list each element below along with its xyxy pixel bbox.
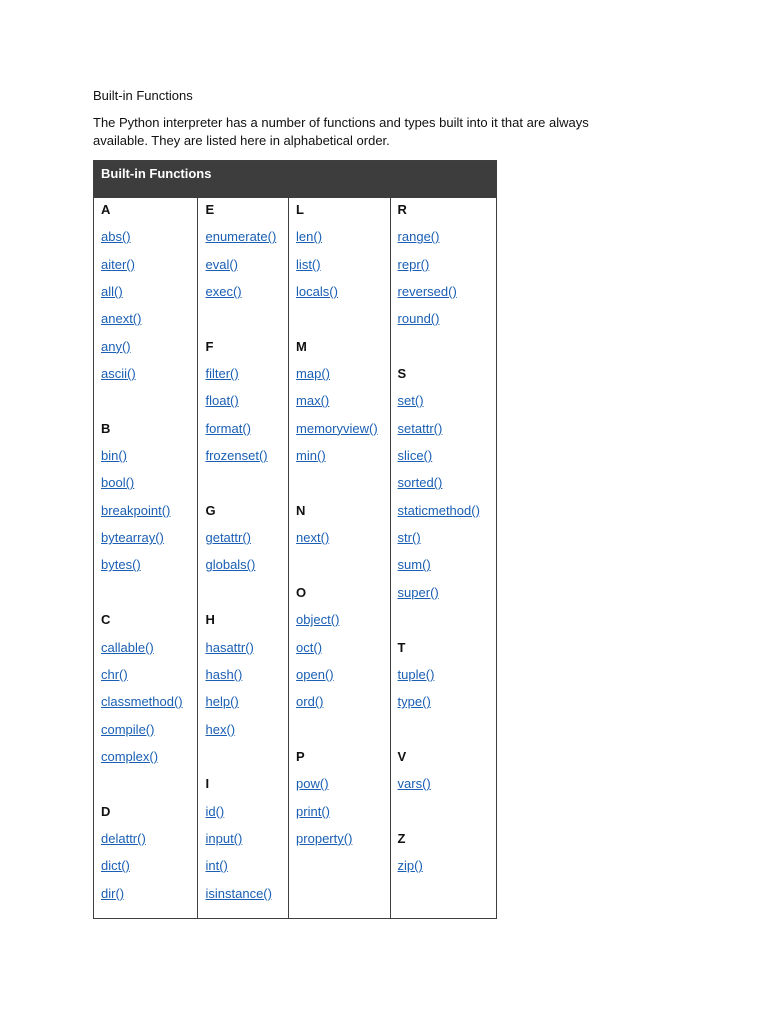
table-column-1: [94, 198, 197, 918]
function-link[interactable]: getattr(): [205, 530, 251, 546]
blank-spacer: [398, 721, 496, 748]
blank-spacer: [398, 803, 496, 830]
function-link[interactable]: float(): [205, 393, 239, 409]
blank-spacer: [205, 474, 288, 501]
function-cell: [296, 803, 390, 830]
function-link[interactable]: dir(): [101, 885, 125, 901]
function-link[interactable]: type(): [397, 694, 431, 710]
function-cell: [101, 693, 197, 720]
function-cell: [296, 830, 390, 857]
function-cell: [296, 447, 390, 474]
function-link[interactable]: callable(): [101, 639, 154, 655]
section-letter: L: [296, 202, 304, 217]
function-link[interactable]: hasattr(): [205, 639, 254, 655]
function-link[interactable]: pow(): [296, 776, 329, 792]
function-cell: [205, 666, 288, 693]
function-cell: [101, 256, 197, 283]
section-letter: P: [296, 748, 305, 764]
function-link[interactable]: bin(): [101, 448, 128, 464]
function-cell: [101, 338, 197, 365]
function-cell: [398, 310, 496, 337]
function-cell: [205, 228, 288, 255]
function-link[interactable]: vars(): [397, 776, 431, 792]
function-cell: [296, 365, 390, 392]
function-cell: [296, 775, 390, 802]
function-link[interactable]: complex(): [101, 748, 159, 764]
function-link[interactable]: zip(): [397, 858, 423, 874]
builtin-functions-table: [93, 160, 497, 919]
function-link[interactable]: eval(): [205, 256, 238, 272]
function-link[interactable]: delattr(): [101, 830, 146, 846]
function-cell: [205, 693, 288, 720]
blank-spacer: [296, 721, 390, 748]
section-letter: F: [205, 338, 214, 354]
blank-spacer: [296, 556, 390, 583]
section-letter: R: [397, 202, 407, 217]
function-cell: [296, 392, 390, 419]
blank-spacer: [205, 310, 288, 337]
function-cell: [398, 283, 496, 310]
blank-spacer: [398, 611, 496, 638]
function-cell: [398, 392, 496, 419]
function-link[interactable]: id(): [205, 803, 225, 819]
function-link[interactable]: range(): [397, 229, 440, 245]
table-column-4: [390, 198, 496, 918]
function-link[interactable]: property(): [296, 830, 353, 846]
document-title: Built-in Functions: [93, 88, 193, 103]
function-cell: [398, 584, 496, 611]
blank-spacer: [205, 748, 288, 775]
function-cell: [101, 474, 197, 501]
function-link[interactable]: locals(): [296, 284, 338, 300]
function-link[interactable]: str(): [397, 530, 421, 546]
blank-spacer: [101, 584, 197, 611]
blank-spacer: [398, 338, 496, 365]
function-link[interactable]: max(): [296, 393, 330, 409]
function-link[interactable]: hex(): [205, 721, 236, 737]
function-link[interactable]: globals(): [205, 557, 256, 573]
function-link[interactable]: open(): [296, 666, 334, 682]
function-cell: [398, 529, 496, 556]
section-letter: E: [205, 202, 215, 217]
function-cell: [398, 474, 496, 501]
function-link[interactable]: len(): [296, 229, 323, 245]
function-link[interactable]: oct(): [296, 639, 323, 655]
function-cell: [101, 502, 197, 529]
function-link[interactable]: ord(): [296, 694, 324, 710]
function-cell: [205, 885, 288, 912]
function-link[interactable]: tuple(): [397, 666, 435, 682]
function-link[interactable]: setattr(): [397, 420, 443, 436]
function-cell: [101, 365, 197, 392]
function-cell: [101, 748, 197, 775]
table-header: Built-in Functions: [94, 161, 496, 198]
function-cell: [101, 666, 197, 693]
function-link[interactable]: dict(): [101, 858, 130, 874]
function-cell: [398, 447, 496, 474]
function-link[interactable]: bytearray(): [101, 530, 164, 546]
function-cell: [101, 228, 197, 255]
function-link[interactable]: anext(): [101, 311, 142, 327]
blank-spacer: [205, 584, 288, 611]
function-link[interactable]: reversed(): [397, 284, 457, 300]
blank-spacer: [296, 474, 390, 501]
document-page: [93, 87, 653, 901]
section-letter: G: [205, 502, 216, 518]
function-link[interactable]: chr(): [101, 666, 128, 682]
section-letter: T: [397, 639, 406, 655]
function-link[interactable]: filter(): [205, 366, 239, 382]
section-letter: H: [205, 612, 215, 628]
function-link[interactable]: sorted(): [397, 475, 443, 491]
document-intro: The Python interpreter has a number of functions and types built into it that are always available. They are listed here in alphabetical order.: [93, 115, 589, 148]
function-cell: [101, 857, 197, 884]
function-link[interactable]: all(): [101, 284, 123, 300]
function-cell: [296, 256, 390, 283]
section-letter: A: [101, 202, 111, 217]
function-cell: [101, 447, 197, 474]
function-link[interactable]: bool(): [101, 475, 135, 491]
function-cell: [205, 857, 288, 884]
blank-spacer: [101, 775, 197, 802]
function-cell: [398, 857, 496, 884]
function-cell: [398, 502, 496, 529]
function-cell: [296, 420, 390, 447]
function-link[interactable]: enumerate(): [205, 229, 277, 245]
function-link[interactable]: super(): [397, 584, 439, 600]
section-letter: B: [101, 420, 111, 436]
function-cell: [101, 529, 197, 556]
section-letter: I: [205, 776, 210, 792]
function-link[interactable]: min(): [296, 448, 326, 464]
function-cell: [296, 529, 390, 556]
section-letter: M: [296, 338, 307, 354]
function-cell: [101, 639, 197, 666]
function-cell: [101, 283, 197, 310]
function-cell: [205, 529, 288, 556]
function-cell: [398, 228, 496, 255]
function-link[interactable]: repr(): [397, 256, 430, 272]
function-cell: [398, 693, 496, 720]
function-cell: [398, 256, 496, 283]
function-link[interactable]: map(): [296, 366, 330, 382]
function-link[interactable]: memoryview(): [296, 420, 378, 436]
function-link[interactable]: aiter(): [101, 256, 135, 272]
function-cell: [398, 775, 496, 802]
function-link[interactable]: int(): [205, 858, 228, 874]
function-cell: [398, 420, 496, 447]
function-cell: [205, 803, 288, 830]
function-link[interactable]: help(): [205, 694, 239, 710]
function-link[interactable]: object(): [296, 612, 340, 628]
section-letter: C: [101, 612, 111, 628]
function-cell: [296, 228, 390, 255]
function-cell: [205, 721, 288, 748]
function-cell: [205, 420, 288, 447]
blank-spacer: [296, 310, 390, 337]
function-cell: [205, 365, 288, 392]
function-cell: [296, 639, 390, 666]
function-link[interactable]: format(): [205, 420, 251, 436]
section-letter: D: [101, 803, 111, 819]
function-cell: [296, 283, 390, 310]
function-link[interactable]: round(): [397, 311, 440, 327]
function-cell: [398, 666, 496, 693]
function-link[interactable]: ascii(): [101, 366, 136, 382]
function-cell: [296, 693, 390, 720]
section-letter: Z: [397, 830, 406, 846]
function-cell: [296, 666, 390, 693]
function-link[interactable]: slice(): [397, 448, 433, 464]
function-link[interactable]: set(): [397, 393, 424, 409]
function-cell: [101, 721, 197, 748]
function-link[interactable]: bytes(): [101, 557, 141, 573]
function-link[interactable]: next(): [296, 530, 330, 546]
function-link[interactable]: compile(): [101, 721, 155, 737]
function-cell: [205, 256, 288, 283]
function-cell: [398, 556, 496, 583]
function-cell: [205, 447, 288, 474]
section-letter: O: [296, 584, 307, 600]
table-columns: [94, 198, 496, 918]
function-cell: [101, 885, 197, 912]
section-letter: S: [397, 366, 407, 382]
function-link[interactable]: exec(): [205, 284, 242, 300]
function-cell: [101, 830, 197, 857]
section-letter: N: [296, 502, 306, 518]
function-link[interactable]: print(): [296, 803, 330, 819]
function-link[interactable]: sum(): [397, 557, 431, 573]
function-cell: [205, 283, 288, 310]
function-cell: [101, 310, 197, 337]
function-link[interactable]: abs(): [101, 229, 131, 245]
function-cell: [296, 611, 390, 638]
blank-spacer: [101, 392, 197, 419]
function-cell: [205, 392, 288, 419]
function-link[interactable]: breakpoint(): [101, 502, 171, 518]
function-cell: [205, 639, 288, 666]
function-link[interactable]: classmethod(): [101, 694, 183, 710]
function-cell: [205, 830, 288, 857]
function-link[interactable]: any(): [101, 338, 131, 354]
function-link[interactable]: hash(): [205, 666, 243, 682]
function-link[interactable]: input(): [205, 830, 243, 846]
table-column-3: [288, 198, 390, 918]
function-link[interactable]: isinstance(): [205, 885, 272, 901]
function-link[interactable]: frozenset(): [205, 448, 268, 464]
function-cell: [205, 556, 288, 583]
function-link[interactable]: staticmethod(): [397, 502, 480, 518]
function-link[interactable]: list(): [296, 256, 321, 272]
section-letter: V: [397, 748, 407, 764]
table-column-2: [197, 198, 288, 918]
function-cell: [101, 556, 197, 583]
